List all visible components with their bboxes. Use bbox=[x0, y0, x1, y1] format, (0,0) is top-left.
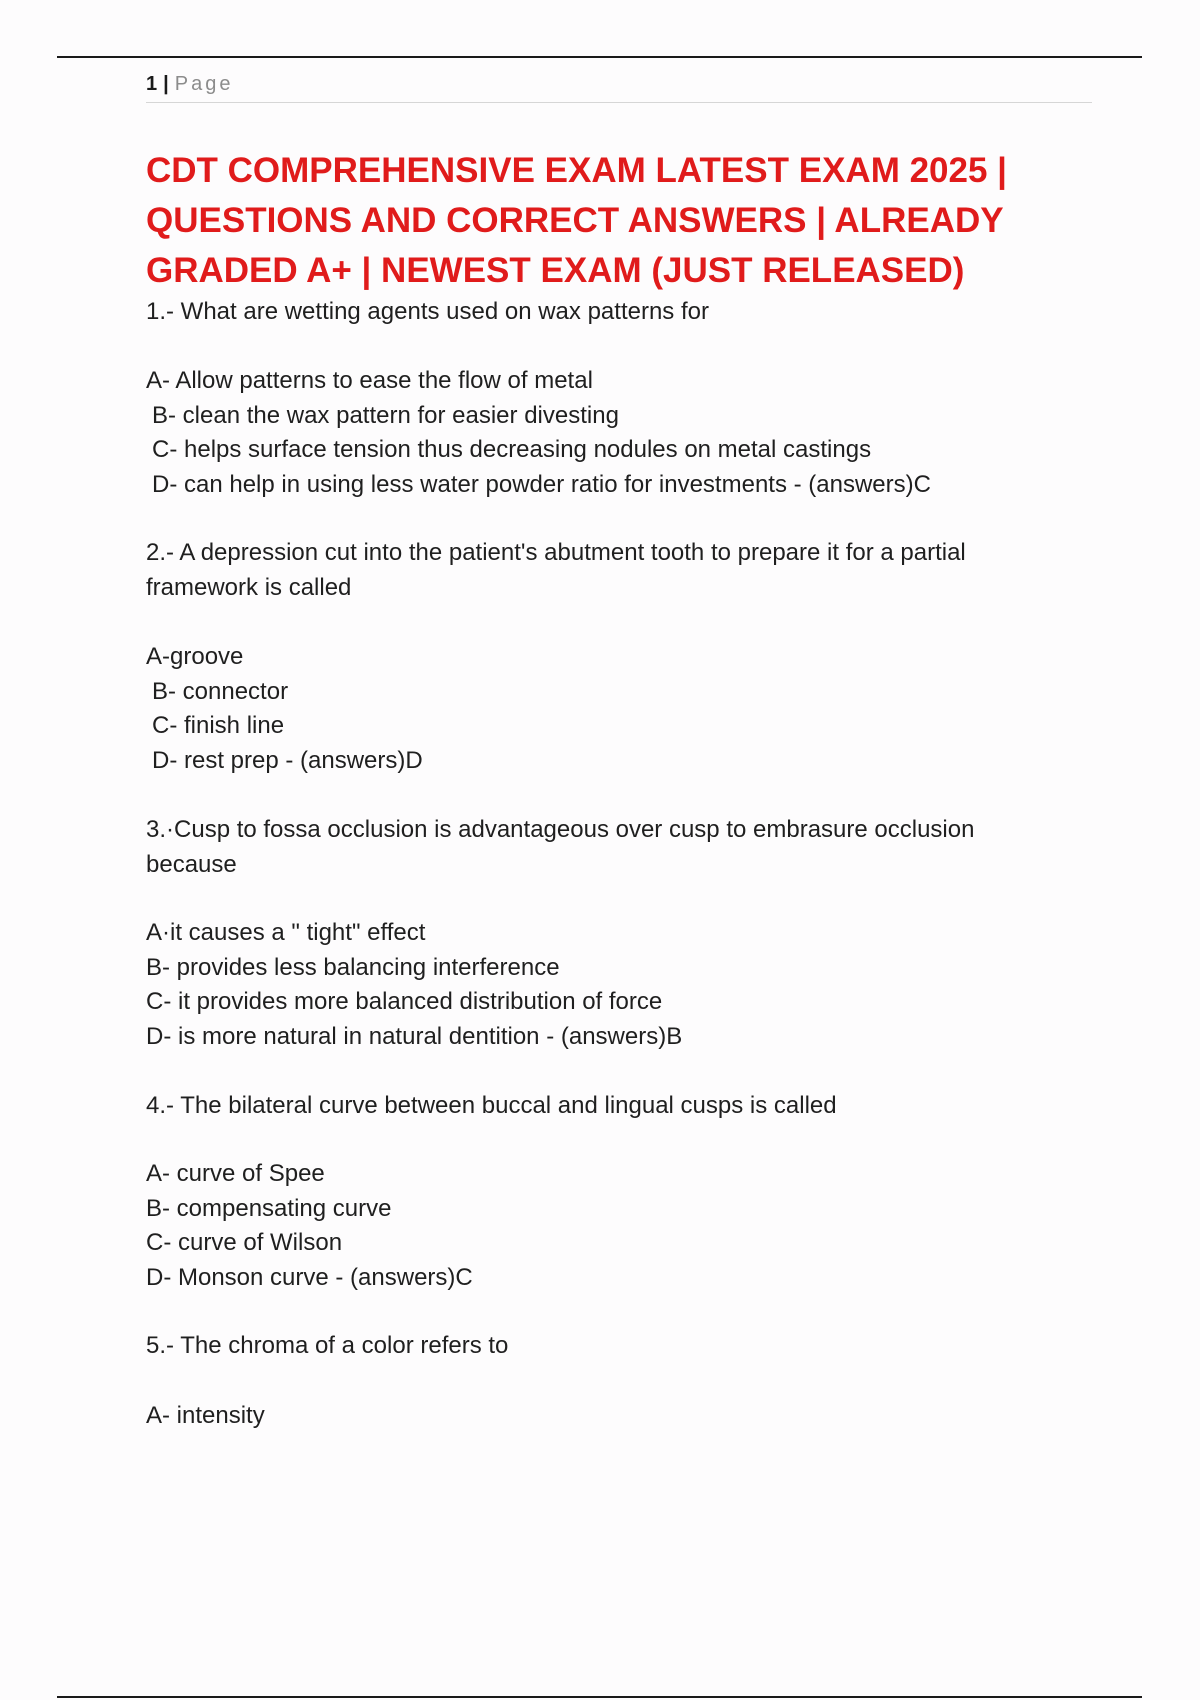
header-separator: | bbox=[163, 73, 169, 95]
document-title bbox=[146, 146, 1106, 296]
question-3 bbox=[146, 813, 974, 882]
answer-option: C- helps surface tension thus decreasing nodules on metal castings bbox=[152, 436, 872, 463]
answer-option: A·it causes a " tight" effect bbox=[146, 919, 426, 946]
question-1-options bbox=[146, 364, 931, 502]
answer-option: D- Monson curve - (answers)C bbox=[146, 1263, 473, 1291]
page-number: 1 bbox=[146, 73, 158, 95]
answer-option: A- curve of Spee bbox=[146, 1160, 325, 1187]
question-2-options bbox=[146, 640, 423, 778]
question-text: 4.- The bilateral curve between buccal and lingual cusps is called bbox=[146, 1092, 837, 1119]
page-label: Page bbox=[174, 73, 234, 95]
question-text: framework is called bbox=[146, 573, 352, 601]
answer-option: C- curve of Wilson bbox=[146, 1229, 343, 1256]
answer-option: B- provides less balancing interference bbox=[146, 953, 560, 981]
question-text: 3.·Cusp to fossa occlusion is advantageous over cusp to embrasure occlusion bbox=[146, 816, 975, 843]
top-border-rule bbox=[57, 56, 1142, 58]
question-4 bbox=[146, 1089, 837, 1124]
answer-option: C- it provides more balanced distribution of force bbox=[146, 988, 663, 1015]
answer-option: D- rest prep - (answers)D bbox=[152, 746, 423, 774]
question-3-options bbox=[146, 916, 682, 1054]
question-text: 1.- What are wetting agents used on wax patterns for bbox=[146, 298, 709, 325]
title-line: QUESTIONS AND CORRECT ANSWERS | ALREADY bbox=[146, 201, 1004, 240]
answer-option: A- Allow patterns to ease the flow of metal bbox=[146, 367, 593, 394]
question-4-options bbox=[146, 1157, 473, 1295]
title-line: CDT COMPREHENSIVE EXAM LATEST EXAM 2025 | bbox=[146, 151, 1007, 190]
question-text: because bbox=[146, 850, 237, 878]
bottom-border-rule bbox=[57, 1696, 1142, 1698]
question-text: 5.- The chroma of a color refers to bbox=[146, 1332, 509, 1359]
page-header bbox=[146, 70, 1092, 103]
title-line: GRADED A+ | NEWEST EXAM (JUST RELEASED) bbox=[146, 251, 965, 290]
answer-option: A- intensity bbox=[146, 1402, 265, 1429]
answer-option: B- connector bbox=[152, 677, 289, 705]
answer-option: B- compensating curve bbox=[146, 1194, 392, 1222]
answer-option: D- is more natural in natural dentition - (answers)B bbox=[146, 1022, 683, 1050]
question-5 bbox=[146, 1329, 508, 1364]
answer-option: A-groove bbox=[146, 643, 244, 670]
question-5-options bbox=[146, 1399, 265, 1434]
answer-option: D- can help in using less water powder ratio for investments - (answers)C bbox=[152, 470, 931, 498]
question-1 bbox=[146, 295, 709, 330]
answer-option: C- finish line bbox=[152, 712, 285, 739]
question-text: 2.- A depression cut into the patient's abutment tooth to prepare it for a partial bbox=[146, 539, 966, 566]
answer-option: B- clean the wax pattern for easier divesting bbox=[152, 401, 619, 429]
question-2 bbox=[146, 536, 966, 605]
